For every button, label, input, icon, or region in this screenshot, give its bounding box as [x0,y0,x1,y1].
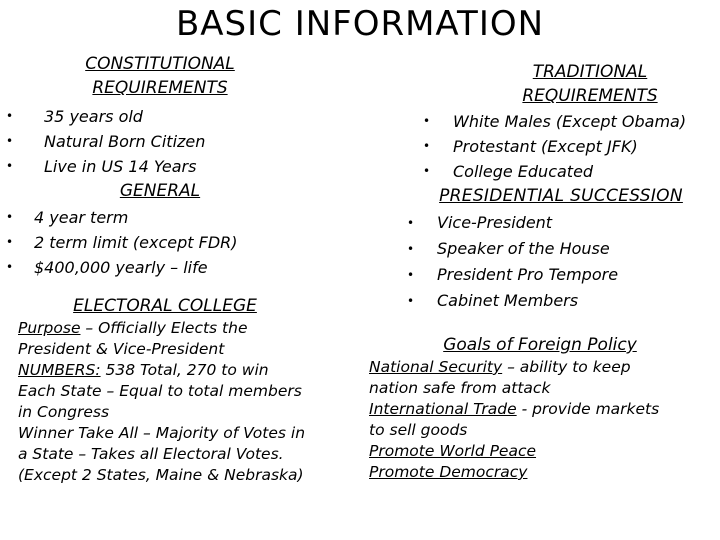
electoral-winner-line2: a State – Takes all Electoral Votes. [18,445,284,463]
list-item: • Protestant (Except JFK) [423,134,718,159]
trade-line2: to sell goods [369,421,468,439]
traditional-heading-line2: REQUIREMENTS [522,86,658,106]
list-item: • $400,000 yearly – life [6,255,306,280]
electoral-numbers-line: NUMBERS: 538 Total, 270 to win [18,361,269,379]
bullet-icon: • [6,109,14,123]
list-item: • Natural Born Citizen [6,129,266,154]
purpose-label: Purpose [18,319,81,337]
traditional-heading-line1: TRADITIONAL [532,62,648,82]
list-item: • President Pro Tempore [407,262,667,288]
page-title: BASIC INFORMATION [175,4,545,44]
list-item: • Cabinet Members [407,288,667,314]
electoral-each-state-line1: Each State – Equal to total members [18,382,302,400]
traditional-list [423,109,718,184]
electoral-heading: ELECTORAL COLLEGE [73,296,257,316]
bullet-icon: • [407,216,415,230]
list-item: • 2 term limit (except FDR) [6,230,306,255]
bullet-icon: • [6,210,14,224]
list-item: • Speaker of the House [407,236,667,262]
electoral-purpose-line: Purpose – Officially Elects the [18,319,248,337]
general-heading: GENERAL [119,181,201,201]
electoral-purpose-line2: President & Vice-President [18,340,225,358]
bullet-icon: • [6,260,14,274]
constitutional-list [6,104,266,179]
list-item: • 4 year term [6,205,306,230]
bullet-icon: • [423,139,431,153]
numbers-label: NUMBERS: [18,361,101,379]
list-item: • 35 years old [6,104,266,129]
constitutional-heading [50,52,270,100]
bullet-icon: • [6,159,14,173]
bullet-icon: • [6,134,14,148]
bullet-icon: • [407,294,415,308]
security-line2: nation safe from attack [369,379,551,397]
electoral-winner-line3: (Except 2 States, Maine & Nebraska) [18,466,304,484]
democracy-line: Promote Democracy [369,463,528,481]
bullet-icon: • [423,164,431,178]
trade-line: International Trade - provide markets [369,400,660,418]
electoral-text [18,318,368,486]
trade-label: International Trade [369,400,517,418]
list-item: • Live in US 14 Years [6,154,266,179]
constitutional-heading-line2: REQUIREMENTS [92,78,228,98]
security-label: National Security [369,358,503,376]
bullet-icon: • [407,268,415,282]
traditional-heading [480,60,700,108]
general-list [6,205,306,280]
succession-heading: PRESIDENTIAL SUCCESSION [439,186,683,206]
list-item: • White Males (Except Obama) [423,109,718,134]
foreign-policy-text [369,357,714,483]
foreign-policy-heading: Goals of Foreign Policy [443,335,637,355]
list-item: • Vice-President [407,210,667,236]
constitutional-heading-line1: CONSTITUTIONAL [85,54,235,74]
security-line: National Security – ability to keep [369,358,631,376]
succession-list [407,210,667,314]
bullet-icon: • [6,235,14,249]
bullet-icon: • [407,242,415,256]
electoral-winner-line1: Winner Take All – Majority of Votes in [18,424,306,442]
peace-line: Promote World Peace [369,442,537,460]
bullet-icon: • [423,114,431,128]
electoral-each-state-line2: in Congress [18,403,110,421]
list-item: • College Educated [423,159,718,184]
